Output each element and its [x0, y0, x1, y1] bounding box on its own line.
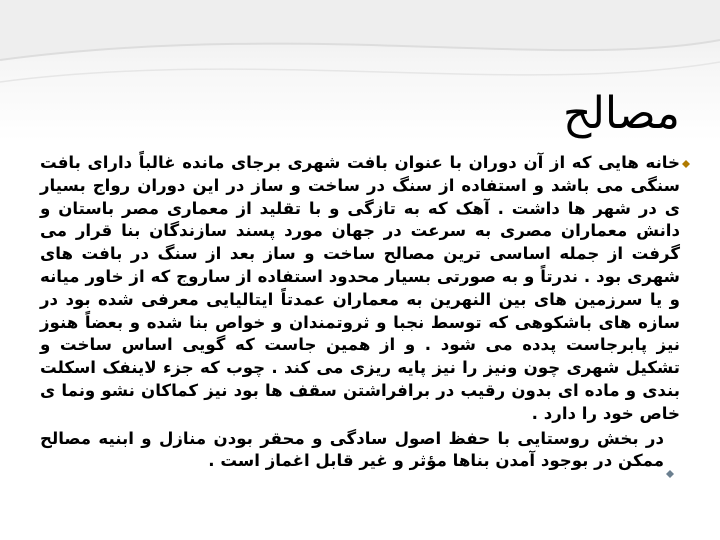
slide-title: مصالح: [563, 88, 680, 139]
body-paragraph: خانه هایی که از آن دوران با عنوان بافت شهری برجای مانده غالباً دارای بافت سنگی می باشد و استفاده از سنگ در ساخت و ساز در این دوران رواج بسیار ی در شهر ها داشت . آهک که به تازگی و با تقلید از معماری مصر باستان و دانش معماران مصری به سرعت در جهان مورد پسند سازندگان بنا قرار می گرفت از جمله اساسی ترین مصالح ساخت و ساز بعد از سنگ در بافت های شهری بود . ندرتاً و به صورتی بسیار محدود استفاده از ساروج که از خاور میانه و یا سرزمین های بین النهرین به معماران عمدتاً ایتالیایی معرفی شده بود در سازه های باشکوهی که توسط نجبا و ثروتمندان و خواص بنا شده و بعضاً هنوز نیز پابرجاست پدده می شود . و از همین جاست که گویی اساس ساخت و تشکیل شهری چون ونیز را نیز پایه ریزی می کند . چوب که جزء لاینفک اسکلت بندی و ماده ای بدون رقیب در برافراشتن سقف ها بود نیز کماکان نشو ونما ی خاص خود را دارد .: [40, 153, 680, 423]
bullet-diamond-icon: [682, 160, 690, 168]
slide-body: [40, 152, 680, 473]
body-paragraph: در بخش روستایی با حفظ اصول سادگی و محقر بودن منازل و ابنیه مصالح ممکن در بوجود آمدن بناها مؤثر و غیر قابل اغماز است .: [40, 428, 664, 471]
